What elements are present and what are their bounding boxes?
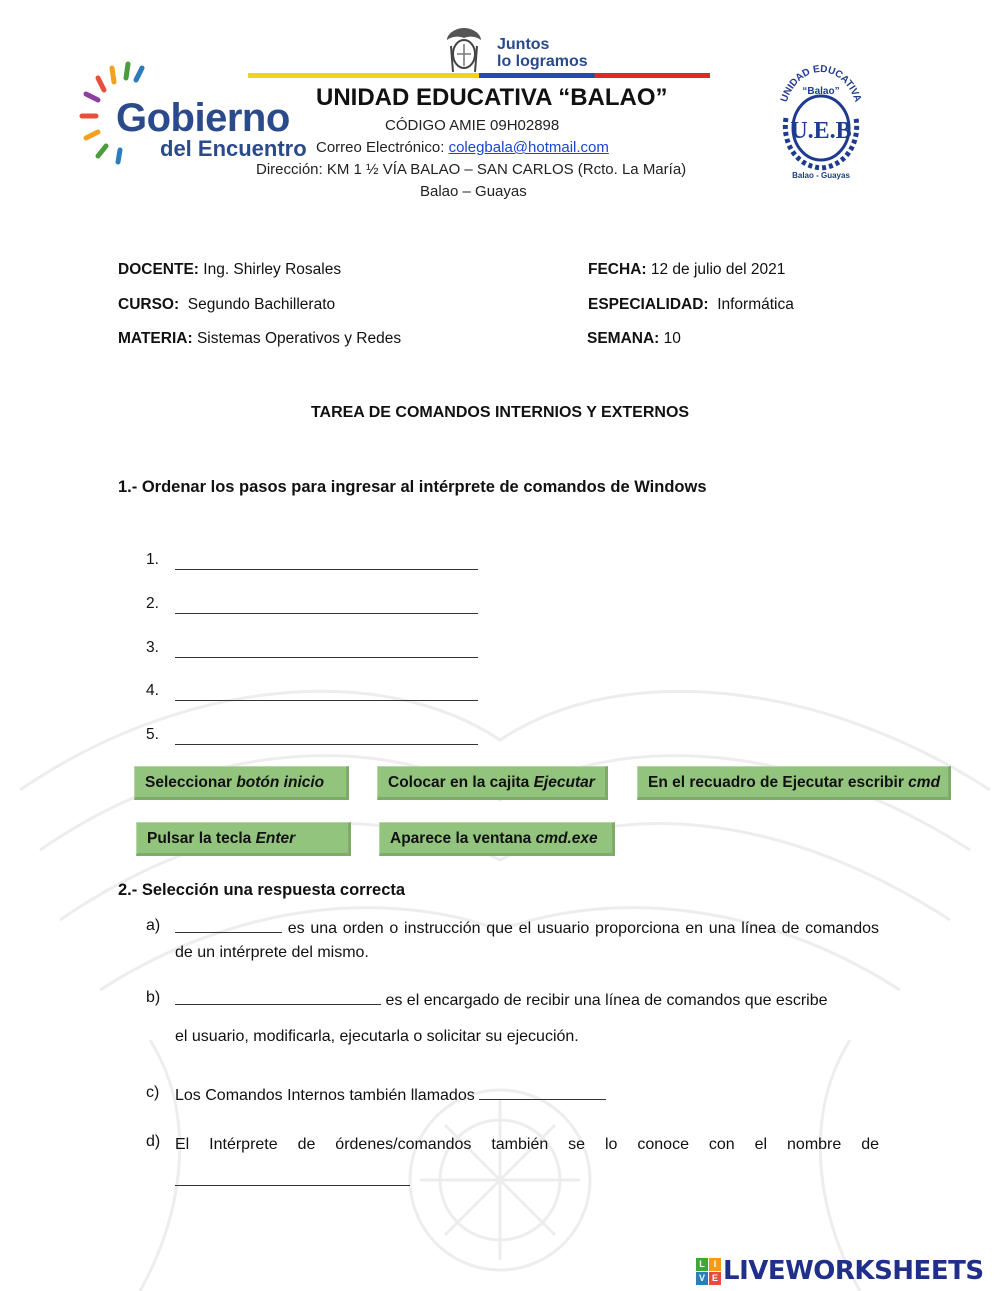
- slogan-line1: Juntos: [497, 36, 550, 53]
- chip-text-italic: Enter: [255, 830, 296, 847]
- school-name: UNIDAD EDUCATIVA “BALAO”: [316, 84, 668, 111]
- especialidad-value: Informática: [717, 296, 794, 313]
- chip-text-italic: cmd: [908, 774, 941, 791]
- worksheet-title: TAREA DE COMANDOS INTERNIOS Y EXTERNOS: [310, 404, 690, 421]
- icon-letter: L: [696, 1258, 708, 1271]
- semana-row: [587, 330, 681, 348]
- materia-row: [118, 330, 401, 348]
- step-number: 1.: [146, 551, 159, 568]
- icon-letter: I: [709, 1258, 721, 1271]
- answer-blank-c[interactable]: [479, 1084, 606, 1100]
- answer-label: d): [146, 1133, 161, 1150]
- gobierno-logo-sub: del Encuentro: [160, 136, 307, 161]
- fecha-label: FECHA:: [588, 261, 647, 278]
- answer-blank-d[interactable]: [175, 1170, 410, 1186]
- especialidad-label: ESPECIALIDAD:: [588, 296, 709, 313]
- address: Dirección: KM 1 ½ VÍA BALAO – SAN CARLOS (Rcto. La María): [256, 161, 687, 178]
- option-chip-seleccionar[interactable]: [134, 766, 349, 800]
- question-d-blank-line: [175, 1170, 410, 1191]
- docente-label: DOCENTE:: [118, 261, 199, 278]
- materia-value: Sistemas Operativos y Redes: [196, 330, 402, 347]
- step-number: 3.: [146, 639, 159, 656]
- city: Balao – Guayas: [420, 183, 527, 200]
- chip-text: Aparece la ventana: [390, 830, 536, 847]
- step-number: 4.: [146, 682, 159, 699]
- school-seal-logo: [776, 58, 866, 182]
- question-d-text: El Intérprete de órdenes/comandos también se lo conoce con el nombre de: [175, 1136, 879, 1153]
- answer-blank-b[interactable]: [175, 989, 381, 1005]
- email-link[interactable]: colegbala@hotmail.com: [448, 139, 609, 156]
- liveworksheets-brand: LIVEWORKSHEETS: [723, 1256, 984, 1286]
- gobierno-logo-word: Gobierno: [116, 96, 290, 140]
- fecha-row: [588, 261, 785, 279]
- curso-row: [118, 296, 335, 314]
- flag-bar: [248, 73, 710, 78]
- chip-text: Seleccionar: [145, 774, 237, 791]
- curso-label: CURSO:: [118, 296, 180, 313]
- answer-label: b): [146, 989, 161, 1006]
- curso-value: Segundo Bachillerato: [187, 296, 336, 313]
- fecha-value: 12 de julio del 2021: [650, 261, 786, 278]
- icon-letter: V: [696, 1272, 708, 1285]
- q2-title: 2.- Selección una respuesta correcta: [118, 881, 406, 899]
- chip-text-italic: botón inicio: [236, 774, 325, 791]
- step-drop-target-4[interactable]: [175, 683, 478, 701]
- slogan-line2: lo logramos: [497, 53, 588, 70]
- step-drop-target-1[interactable]: [175, 552, 478, 570]
- liveworksheets-icon: [696, 1258, 720, 1284]
- step-number: 5.: [146, 726, 159, 743]
- materia-label: MATERIA:: [118, 330, 193, 347]
- question-b-text: es el encargado de recibir una línea de comandos que escribe: [381, 992, 828, 1009]
- ecuador-crest-icon: [443, 24, 485, 76]
- semana-label: SEMANA:: [587, 330, 660, 347]
- question-a-text: es una orden o instrucción que el usuario proporciona en una línea de comandos de un intérprete del mismo.: [175, 920, 879, 961]
- seal-bottom-text: Balao - Guayas: [792, 171, 850, 180]
- option-chip-colocar[interactable]: [377, 766, 608, 800]
- chip-text-italic: cmd.exe: [535, 830, 598, 847]
- question-b-line2: el usuario, modificarla, ejecutarla o solicitar su ejecución.: [175, 1028, 579, 1045]
- chip-text: Pulsar la tecla: [147, 830, 256, 847]
- option-chip-recuadro[interactable]: [637, 766, 951, 800]
- step-number: 2.: [146, 595, 159, 612]
- email-line: [316, 139, 609, 156]
- liveworksheets-logo: [696, 1256, 984, 1286]
- icon-letter: E: [709, 1272, 721, 1285]
- slogan: [497, 36, 588, 70]
- answer-label: c): [146, 1084, 160, 1101]
- especialidad-row: [588, 296, 794, 314]
- question-b: [175, 989, 879, 1013]
- step-drop-target-5[interactable]: [175, 727, 478, 745]
- seal-name: “Balao”: [802, 86, 840, 97]
- seal-top-text: UNIDAD EDUCATIVA: [778, 63, 864, 104]
- amie-code: CÓDIGO AMIE 09H02898: [385, 117, 560, 134]
- docente-value: Ing. Shirley Rosales: [203, 261, 342, 278]
- answer-blank-a[interactable]: [175, 917, 282, 933]
- question-a: [175, 917, 879, 965]
- question-c: [175, 1084, 879, 1108]
- step-drop-target-2[interactable]: [175, 596, 478, 614]
- seal-letters: U.E.B: [790, 118, 852, 144]
- q1-title: 1.- Ordenar los pasos para ingresar al intérprete de comandos de Windows: [118, 478, 707, 496]
- option-chip-aparece[interactable]: [379, 822, 615, 856]
- chip-text-italic: Ejecutar: [533, 774, 595, 791]
- option-chip-pulsar[interactable]: [136, 822, 351, 856]
- step-drop-target-3[interactable]: [175, 640, 478, 658]
- svg-text:UNIDAD EDUCATIVA: [779, 64, 863, 104]
- docente-row: [118, 261, 341, 279]
- question-c-text: Los Comandos Internos también llamados: [175, 1087, 480, 1104]
- chip-text: En el recuadro de Ejecutar escribir: [648, 774, 909, 791]
- chip-text: Colocar en la cajita: [388, 774, 534, 791]
- answer-label: a): [146, 917, 161, 934]
- email-label: Correo Electrónico:: [316, 139, 445, 156]
- semana-value: 10: [663, 330, 681, 347]
